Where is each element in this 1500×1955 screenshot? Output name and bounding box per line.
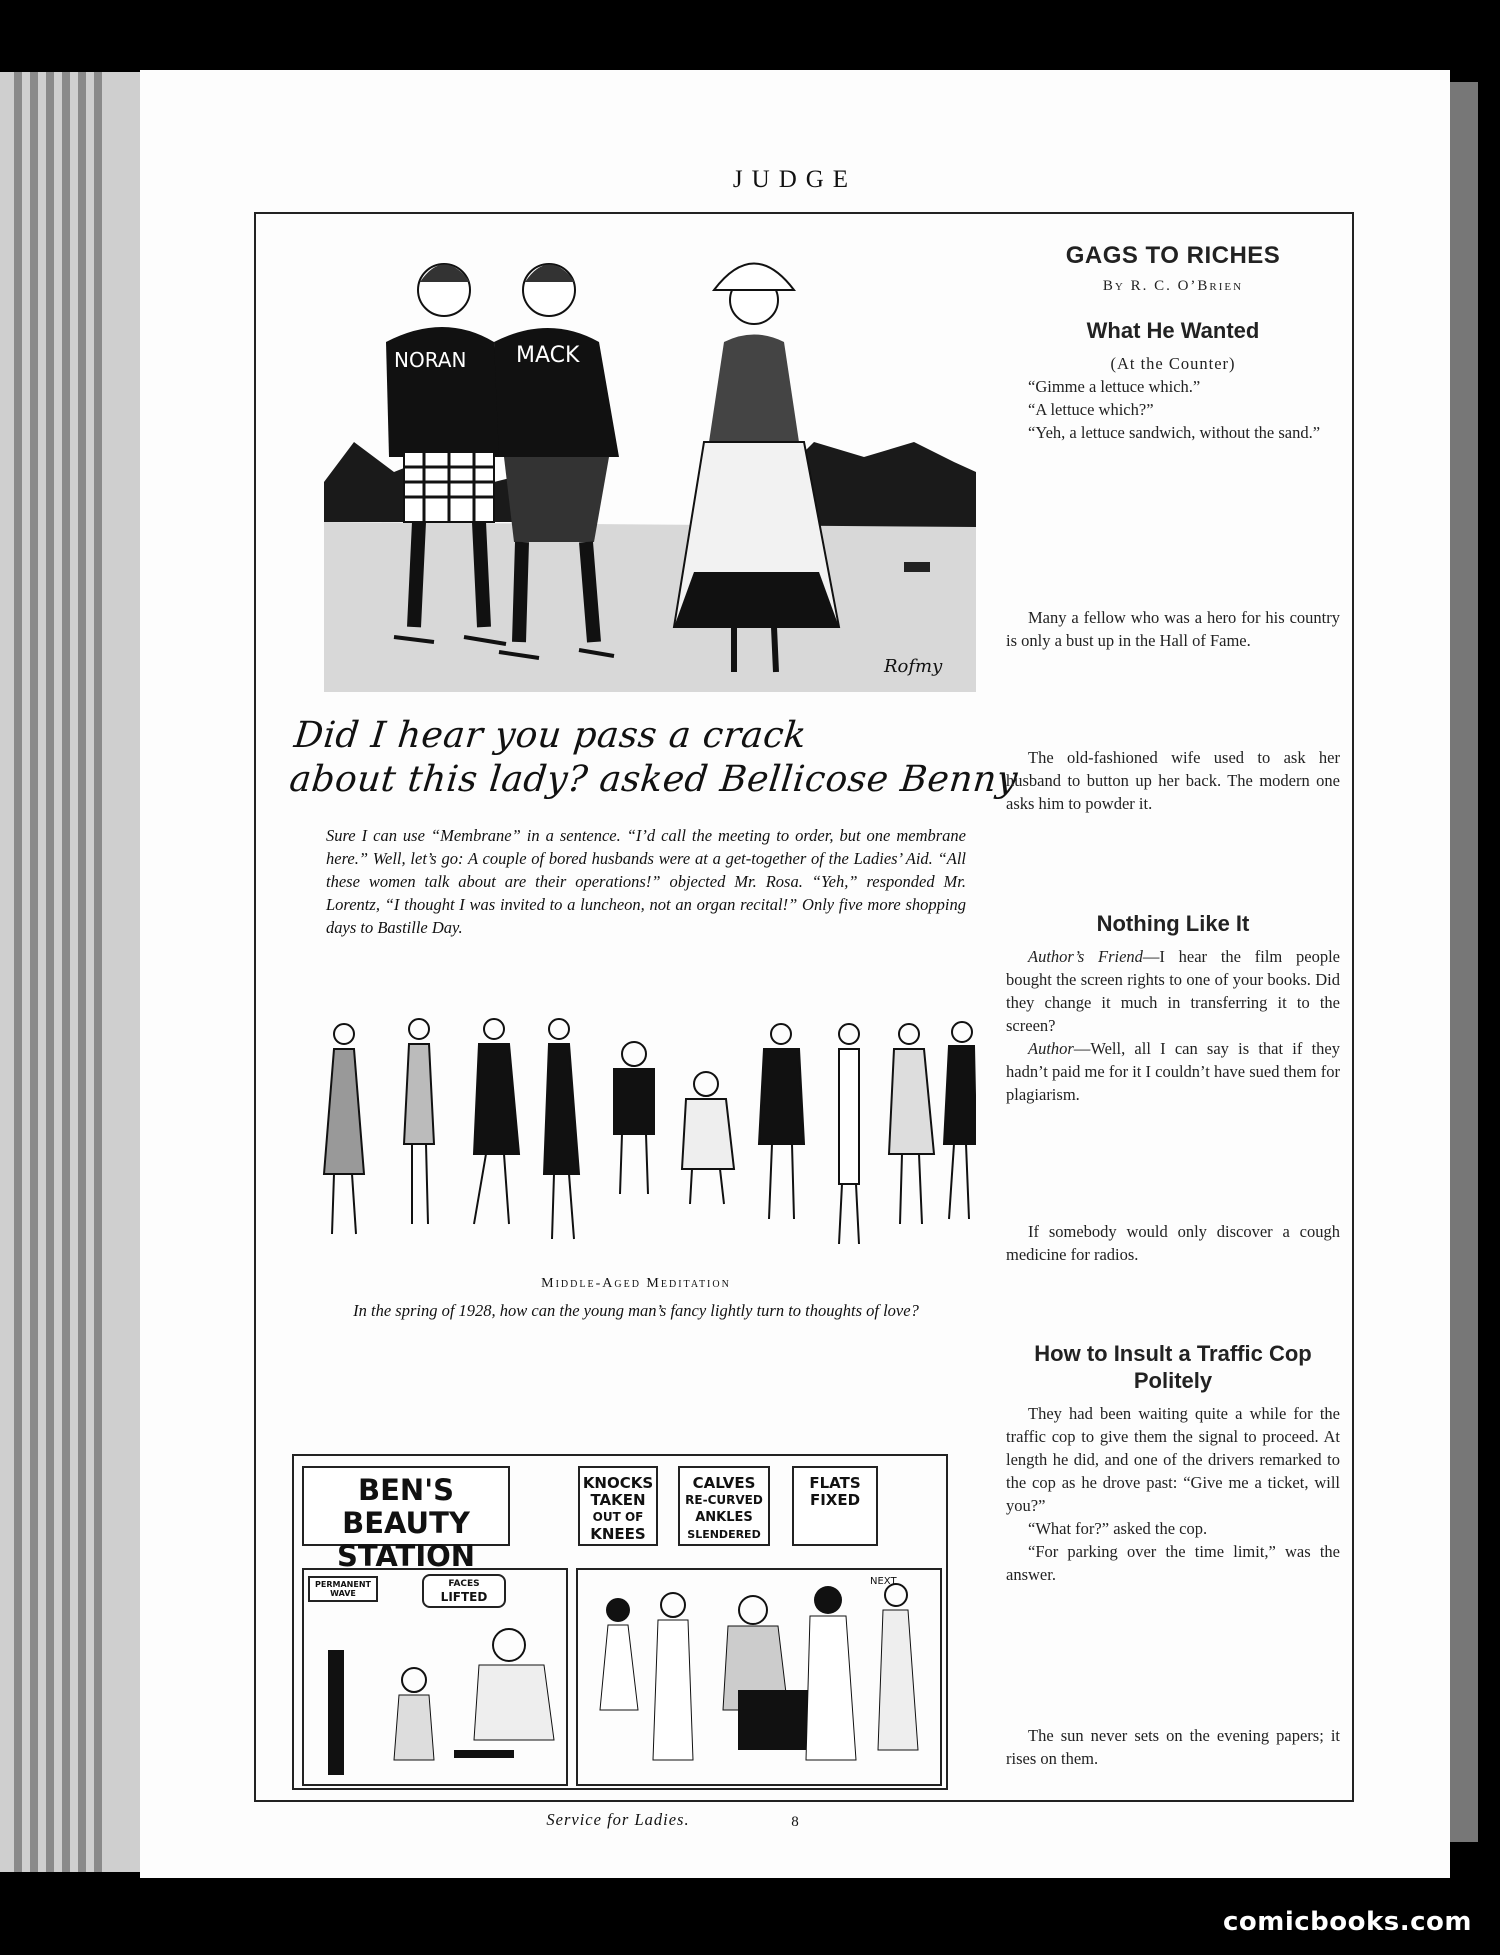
sun-joke: The sun never sets on the evening papers; it rises on them. (1006, 1726, 1340, 1768)
column-byline: By R. C. O’Brien (1102, 278, 1244, 294)
sign-permanent-wave (308, 1576, 378, 1602)
magazine-page (140, 70, 1450, 1878)
sign-wave-line: WAVE (330, 1589, 356, 1598)
sign-calves-line: RE-CURVED (685, 1493, 763, 1507)
sign-bens-beauty-station (302, 1466, 510, 1573)
page-right-edge (1448, 82, 1478, 1842)
handwritten-line-2: about this lady? asked Bellicose Benny (287, 759, 1020, 800)
friend-text: —I hear the film people bought the screen rights to one of your books. Did they change it much in transferring it to the screen? (1006, 947, 1340, 1035)
site-watermark: comicbooks.com (1222, 1907, 1472, 1937)
wife-joke: The old-fashioned wife used to ask her husband to button up her back. The modern one asks him to powder it. (1006, 748, 1340, 813)
sign-main-line-1: BEN'S BEAUTY (342, 1473, 470, 1540)
sign-flats-line: FLATS (809, 1474, 861, 1492)
middle-aged-meditation-cartoon (294, 1004, 976, 1254)
svg-text:Rofmy: Rofmy (884, 656, 943, 677)
svg-text:NORAN: NORAN (394, 348, 467, 372)
svg-text:NEXT: NEXT (870, 1576, 897, 1587)
cop-para-3: “For parking over the time limit,” was the answer. (1006, 1542, 1340, 1584)
sign-calves-line: SLENDERED (687, 1528, 761, 1541)
hero-joke: Many a fellow who was a hero for his country is only a bust up in the Hall of Fame. (1006, 608, 1340, 650)
panel-left (302, 1568, 568, 1786)
sign-faces-lifted (422, 1574, 506, 1608)
wanted-line-3: “Yeh, a lettuce sandwich, without the sand.” (1028, 423, 1321, 442)
beauty-station-cartoon (292, 1454, 948, 1790)
friend-dialogue (1006, 945, 1340, 1037)
sign-calves-line: ANKLES (695, 1510, 753, 1525)
svg-text:MACK: MACK (516, 343, 580, 368)
column-title: GAGS TO RICHES (1065, 242, 1281, 269)
cough-joke: If somebody would only discover a cough medicine for radios. (1006, 1222, 1340, 1264)
content-frame (254, 212, 1354, 1829)
sign-wave-line: PERMANENT (315, 1580, 371, 1589)
cop-para-2: “What for?” asked the cop. (1028, 1519, 1208, 1538)
handwritten-line-1: Did I hear you pass a crack (292, 715, 809, 756)
author-text: —Well, all I can say is that if they hadn’t paid me for it I couldn’t have sued them for plagiarism. (1006, 1039, 1340, 1104)
sign-flats-line: FIXED (809, 1491, 861, 1509)
heading-nothing-like-it: Nothing Like It (1096, 911, 1250, 936)
sign-knocks-line: KNOCKS (582, 1474, 654, 1492)
cop-para-1: They had been waiting quite a while for the traffic cop to give them the signal to proceed. At length he did, and one of the drivers remarked to the cop as he drove past: “Give me a ticket, will you?” (1006, 1404, 1340, 1515)
membrane-paragraph: Sure I can use “Membrane” in a sentence. “I’d call the meeting to order, but one membrane here.” Well, let’s go: A couple of bored husbands were at a get-together of the Ladies’ Aid. “All these women talk about are their operations!” objected Mr. Rosa. “Yeh,” responded Mr. Lorentz, “I thought I was invited to a luncheon, not an organ recital!” Only five more shopping days to Bastille Day. (326, 826, 966, 937)
page-number: 8 (791, 1814, 799, 1830)
wanted-line-2: “A lettuce which?” (1028, 400, 1154, 419)
handwritten-caption (287, 714, 1020, 802)
panel-right (576, 1568, 942, 1786)
sign-knocks (578, 1466, 658, 1546)
sign-knocks-line: TAKEN (590, 1491, 646, 1509)
sign-knocks-line: OUT OF (592, 1510, 644, 1524)
heading-what-he-wanted: What He Wanted (1086, 318, 1260, 343)
friend-label: Author’s Friend (1028, 947, 1143, 966)
heading-traffic-cop: How to Insult a Traffic Cop Politely (1034, 1341, 1312, 1393)
salon-right-drawing (578, 1570, 940, 1784)
author-dialogue (1006, 1037, 1340, 1106)
running-head: JUDGE (732, 166, 858, 193)
skaters-cartoon (294, 242, 976, 702)
book-page-stack (0, 72, 145, 1872)
meditation-caption: In the spring of 1928, how can the young man’s fancy lightly turn to thoughts of love? (353, 1301, 919, 1320)
meditation-title: Middle-Aged Meditation (541, 1276, 731, 1291)
wanted-subheading: (At the Counter) (1110, 354, 1236, 373)
strip-caption: Service for Ladies. (546, 1810, 690, 1829)
wanted-line-1: “Gimme a lettuce which.” (1028, 377, 1201, 396)
sign-calves-line: CALVES (692, 1474, 756, 1492)
sign-main-line-2: STATION (336, 1539, 476, 1573)
sign-calves (678, 1466, 770, 1546)
sign-flats (792, 1466, 878, 1546)
salon-left-drawing (304, 1610, 566, 1780)
sign-knocks-line: KNEES (590, 1525, 646, 1543)
sign-faces-line: FACES (448, 1579, 480, 1589)
sign-faces-line: LIFTED (440, 1590, 488, 1604)
author-label: Author (1028, 1039, 1074, 1058)
